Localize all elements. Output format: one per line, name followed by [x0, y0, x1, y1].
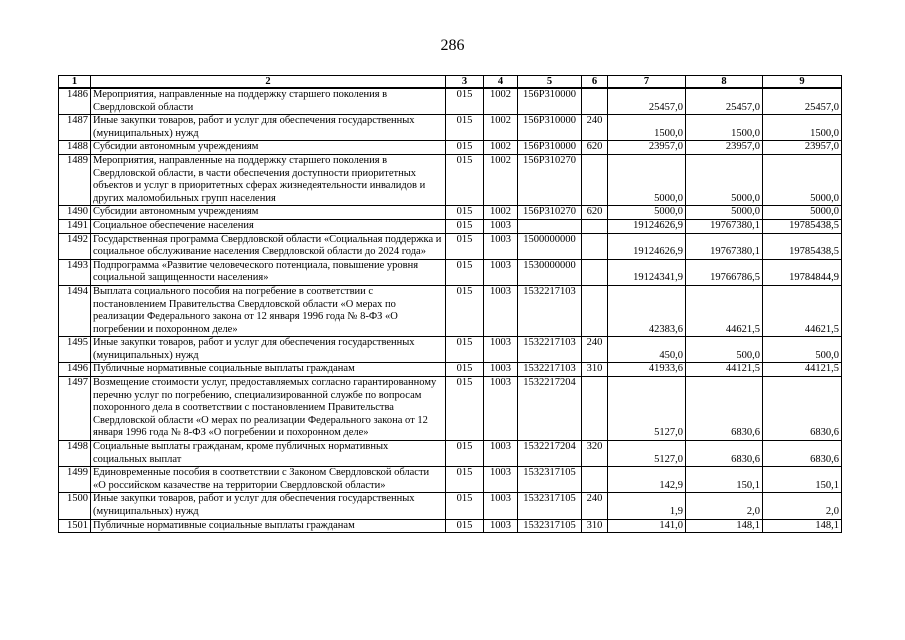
- table-row: [59, 259, 842, 285]
- row-col-5: 1530000000: [518, 259, 582, 285]
- row-col-5: 1532317105: [518, 493, 582, 519]
- table-body: [59, 88, 842, 533]
- row-number: 1495: [59, 337, 91, 363]
- row-col-4: 1002: [484, 141, 518, 155]
- row-number: 1489: [59, 154, 91, 205]
- row-description: Государственная программа Свердловской области «Социальная поддержка и социальное обслуживание населения Свердловской области до 2024 года»: [91, 233, 446, 259]
- row-col-8: 23957,0: [686, 141, 763, 155]
- row-col-8: 44121,5: [686, 363, 763, 377]
- row-col-5: 156P310000: [518, 115, 582, 141]
- row-col-8: 19766786,5: [686, 259, 763, 285]
- row-number: 1500: [59, 493, 91, 519]
- table-row: [59, 467, 842, 493]
- table-row: [59, 88, 842, 115]
- table-row: [59, 233, 842, 259]
- row-col-4: 1002: [484, 115, 518, 141]
- budget-table: [58, 75, 842, 533]
- row-col-6: 240: [582, 337, 608, 363]
- row-col-7: 5127,0: [608, 377, 686, 441]
- row-col-8: 6830,6: [686, 441, 763, 467]
- row-col-4: 1002: [484, 88, 518, 115]
- row-col-6: 620: [582, 141, 608, 155]
- row-col-9: 19784844,9: [763, 259, 842, 285]
- row-col-8: 1500,0: [686, 115, 763, 141]
- row-col-4: 1003: [484, 363, 518, 377]
- row-col-9: 6830,6: [763, 441, 842, 467]
- row-col-5: 1532217204: [518, 441, 582, 467]
- row-col-9: 5000,0: [763, 154, 842, 205]
- row-number: 1494: [59, 285, 91, 336]
- row-col-4: 1003: [484, 285, 518, 336]
- row-col-8: 44621,5: [686, 285, 763, 336]
- row-col-5: 156P310270: [518, 206, 582, 220]
- row-col-9: 500,0: [763, 337, 842, 363]
- column-header: 3: [446, 76, 484, 89]
- column-header: 1: [59, 76, 91, 89]
- row-col-3: 015: [446, 88, 484, 115]
- row-col-3: 015: [446, 141, 484, 155]
- row-col-9: 5000,0: [763, 206, 842, 220]
- row-number: 1490: [59, 206, 91, 220]
- row-col-9: 19785438,5: [763, 219, 842, 233]
- row-number: 1491: [59, 219, 91, 233]
- row-col-5: 1532317105: [518, 519, 582, 533]
- row-col-6: 240: [582, 115, 608, 141]
- row-description: Иные закупки товаров, работ и услуг для обеспечения государственных (муниципальных) нужд: [91, 115, 446, 141]
- row-col-6: [582, 88, 608, 115]
- table-row: [59, 206, 842, 220]
- row-col-8: 500,0: [686, 337, 763, 363]
- row-col-8: 2,0: [686, 493, 763, 519]
- row-description: Выплата социального пособия на погребение в соответствии с постановлением Правительства Свердловской области «О мерах по реализации Федерального закона от 12 января 1996 года № 8-ФЗ «О погребении и похоронном деле»: [91, 285, 446, 336]
- table-row: [59, 141, 842, 155]
- column-header: 2: [91, 76, 446, 89]
- row-col-5: [518, 219, 582, 233]
- row-col-3: 015: [446, 467, 484, 493]
- row-col-5: 1532217103: [518, 337, 582, 363]
- row-col-9: 19785438,5: [763, 233, 842, 259]
- row-col-6: [582, 154, 608, 205]
- row-col-3: 015: [446, 493, 484, 519]
- row-description: Мероприятия, направленные на поддержку старшего поколения в Свердловской области, в части обеспечения доступности приоритетных объектов и услуг в приоритетных сферах жизнедеятельности инвалидов и других маломобильных групп населения: [91, 154, 446, 205]
- row-description: Социальное обеспечение населения: [91, 219, 446, 233]
- row-col-8: 148,1: [686, 519, 763, 533]
- row-number: 1498: [59, 441, 91, 467]
- row-col-3: 015: [446, 154, 484, 205]
- row-col-4: 1003: [484, 467, 518, 493]
- row-col-6: [582, 259, 608, 285]
- row-col-4: 1002: [484, 206, 518, 220]
- row-col-9: 23957,0: [763, 141, 842, 155]
- row-number: 1499: [59, 467, 91, 493]
- row-col-4: 1003: [484, 337, 518, 363]
- row-col-4: 1003: [484, 493, 518, 519]
- row-description: Возмещение стоимости услуг, предоставляемых согласно гарантированному перечню услуг по погребению, специализированной службе по вопросам похоронного дела в соответствии с постановлением Правительства Свердловской области «О мерах по реализации Федерального закона от 12 января 1996 года № 8-ФЗ «О погребении и похоронном деле»: [91, 377, 446, 441]
- row-col-8: 25457,0: [686, 88, 763, 115]
- row-col-8: 150,1: [686, 467, 763, 493]
- column-header: 5: [518, 76, 582, 89]
- table-row: [59, 441, 842, 467]
- row-col-6: 240: [582, 493, 608, 519]
- row-col-9: 148,1: [763, 519, 842, 533]
- table-row: [59, 519, 842, 533]
- row-col-6: [582, 219, 608, 233]
- row-col-9: 25457,0: [763, 88, 842, 115]
- row-col-4: 1003: [484, 377, 518, 441]
- row-col-3: 015: [446, 285, 484, 336]
- table-row: [59, 115, 842, 141]
- row-col-8: 19767380,1: [686, 219, 763, 233]
- row-col-7: 5000,0: [608, 154, 686, 205]
- row-description: Субсидии автономным учреждениям: [91, 141, 446, 155]
- row-col-7: 142,9: [608, 467, 686, 493]
- row-description: Публичные нормативные социальные выплаты гражданам: [91, 519, 446, 533]
- row-description: Субсидии автономным учреждениям: [91, 206, 446, 220]
- row-col-9: 6830,6: [763, 377, 842, 441]
- table-row: [59, 219, 842, 233]
- row-col-6: 310: [582, 519, 608, 533]
- row-col-9: 1500,0: [763, 115, 842, 141]
- row-number: 1488: [59, 141, 91, 155]
- row-col-4: 1003: [484, 219, 518, 233]
- row-col-5: 1500000000: [518, 233, 582, 259]
- row-col-5: 1532217204: [518, 377, 582, 441]
- row-col-5: 156P310000: [518, 141, 582, 155]
- row-col-6: [582, 233, 608, 259]
- row-number: 1487: [59, 115, 91, 141]
- row-col-7: 42383,6: [608, 285, 686, 336]
- row-description: Мероприятия, направленные на поддержку старшего поколения в Свердловской области: [91, 88, 446, 115]
- row-col-4: 1003: [484, 233, 518, 259]
- row-col-7: 1,9: [608, 493, 686, 519]
- column-header: 6: [582, 76, 608, 89]
- row-col-5: 1532217103: [518, 285, 582, 336]
- row-col-9: 2,0: [763, 493, 842, 519]
- row-col-7: 25457,0: [608, 88, 686, 115]
- row-description: Социальные выплаты гражданам, кроме публичных нормативных социальных выплат: [91, 441, 446, 467]
- row-col-4: 1003: [484, 441, 518, 467]
- row-col-6: 620: [582, 206, 608, 220]
- column-header: 8: [686, 76, 763, 89]
- row-number: 1497: [59, 377, 91, 441]
- row-col-7: 19124341,9: [608, 259, 686, 285]
- row-col-7: 23957,0: [608, 141, 686, 155]
- row-number: 1496: [59, 363, 91, 377]
- row-col-9: 44621,5: [763, 285, 842, 336]
- row-col-7: 5000,0: [608, 206, 686, 220]
- row-col-9: 150,1: [763, 467, 842, 493]
- row-col-7: 141,0: [608, 519, 686, 533]
- row-col-8: 19767380,1: [686, 233, 763, 259]
- row-number: 1486: [59, 88, 91, 115]
- row-col-3: 015: [446, 363, 484, 377]
- row-col-3: 015: [446, 377, 484, 441]
- table-row: [59, 377, 842, 441]
- row-col-6: [582, 285, 608, 336]
- row-col-6: 320: [582, 441, 608, 467]
- row-col-3: 015: [446, 219, 484, 233]
- row-col-6: [582, 377, 608, 441]
- row-col-3: 015: [446, 115, 484, 141]
- header-row: [59, 76, 842, 89]
- row-col-3: 015: [446, 337, 484, 363]
- row-number: 1493: [59, 259, 91, 285]
- row-description: Публичные нормативные социальные выплаты гражданам: [91, 363, 446, 377]
- row-col-7: 19124626,9: [608, 219, 686, 233]
- table-row: [59, 363, 842, 377]
- row-number: 1501: [59, 519, 91, 533]
- table-row: [59, 337, 842, 363]
- row-description: Иные закупки товаров, работ и услуг для обеспечения государственных (муниципальных) нужд: [91, 337, 446, 363]
- row-col-9: 44121,5: [763, 363, 842, 377]
- row-col-7: 19124626,9: [608, 233, 686, 259]
- page-number: 286: [440, 37, 465, 54]
- row-description: Иные закупки товаров, работ и услуг для обеспечения государственных (муниципальных) нужд: [91, 493, 446, 519]
- row-col-4: 1002: [484, 154, 518, 205]
- row-col-3: 015: [446, 441, 484, 467]
- row-col-8: 5000,0: [686, 206, 763, 220]
- row-col-6: 310: [582, 363, 608, 377]
- row-col-5: 156P310270: [518, 154, 582, 205]
- row-col-8: 6830,6: [686, 377, 763, 441]
- table-row: [59, 285, 842, 336]
- row-col-4: 1003: [484, 519, 518, 533]
- row-col-8: 5000,0: [686, 154, 763, 205]
- column-header: 7: [608, 76, 686, 89]
- row-col-5: 1532317105: [518, 467, 582, 493]
- row-col-5: 156P310000: [518, 88, 582, 115]
- table-row: [59, 493, 842, 519]
- row-description: Подпрограмма «Развитие человеческого потенциала, повышение уровня социальной защищенности населения»: [91, 259, 446, 285]
- row-description: Единовременные пособия в соответствии с Законом Свердловской области «О российском казачестве на территории Свердловской области»: [91, 467, 446, 493]
- column-header: 9: [763, 76, 842, 89]
- row-col-6: [582, 467, 608, 493]
- row-col-7: 1500,0: [608, 115, 686, 141]
- column-header: 4: [484, 76, 518, 89]
- row-col-3: 015: [446, 206, 484, 220]
- row-col-3: 015: [446, 259, 484, 285]
- row-col-3: 015: [446, 233, 484, 259]
- row-col-7: 41933,6: [608, 363, 686, 377]
- row-col-4: 1003: [484, 259, 518, 285]
- row-col-5: 1532217103: [518, 363, 582, 377]
- row-col-3: 015: [446, 519, 484, 533]
- table-row: [59, 154, 842, 205]
- row-col-7: 5127,0: [608, 441, 686, 467]
- row-col-7: 450,0: [608, 337, 686, 363]
- row-number: 1492: [59, 233, 91, 259]
